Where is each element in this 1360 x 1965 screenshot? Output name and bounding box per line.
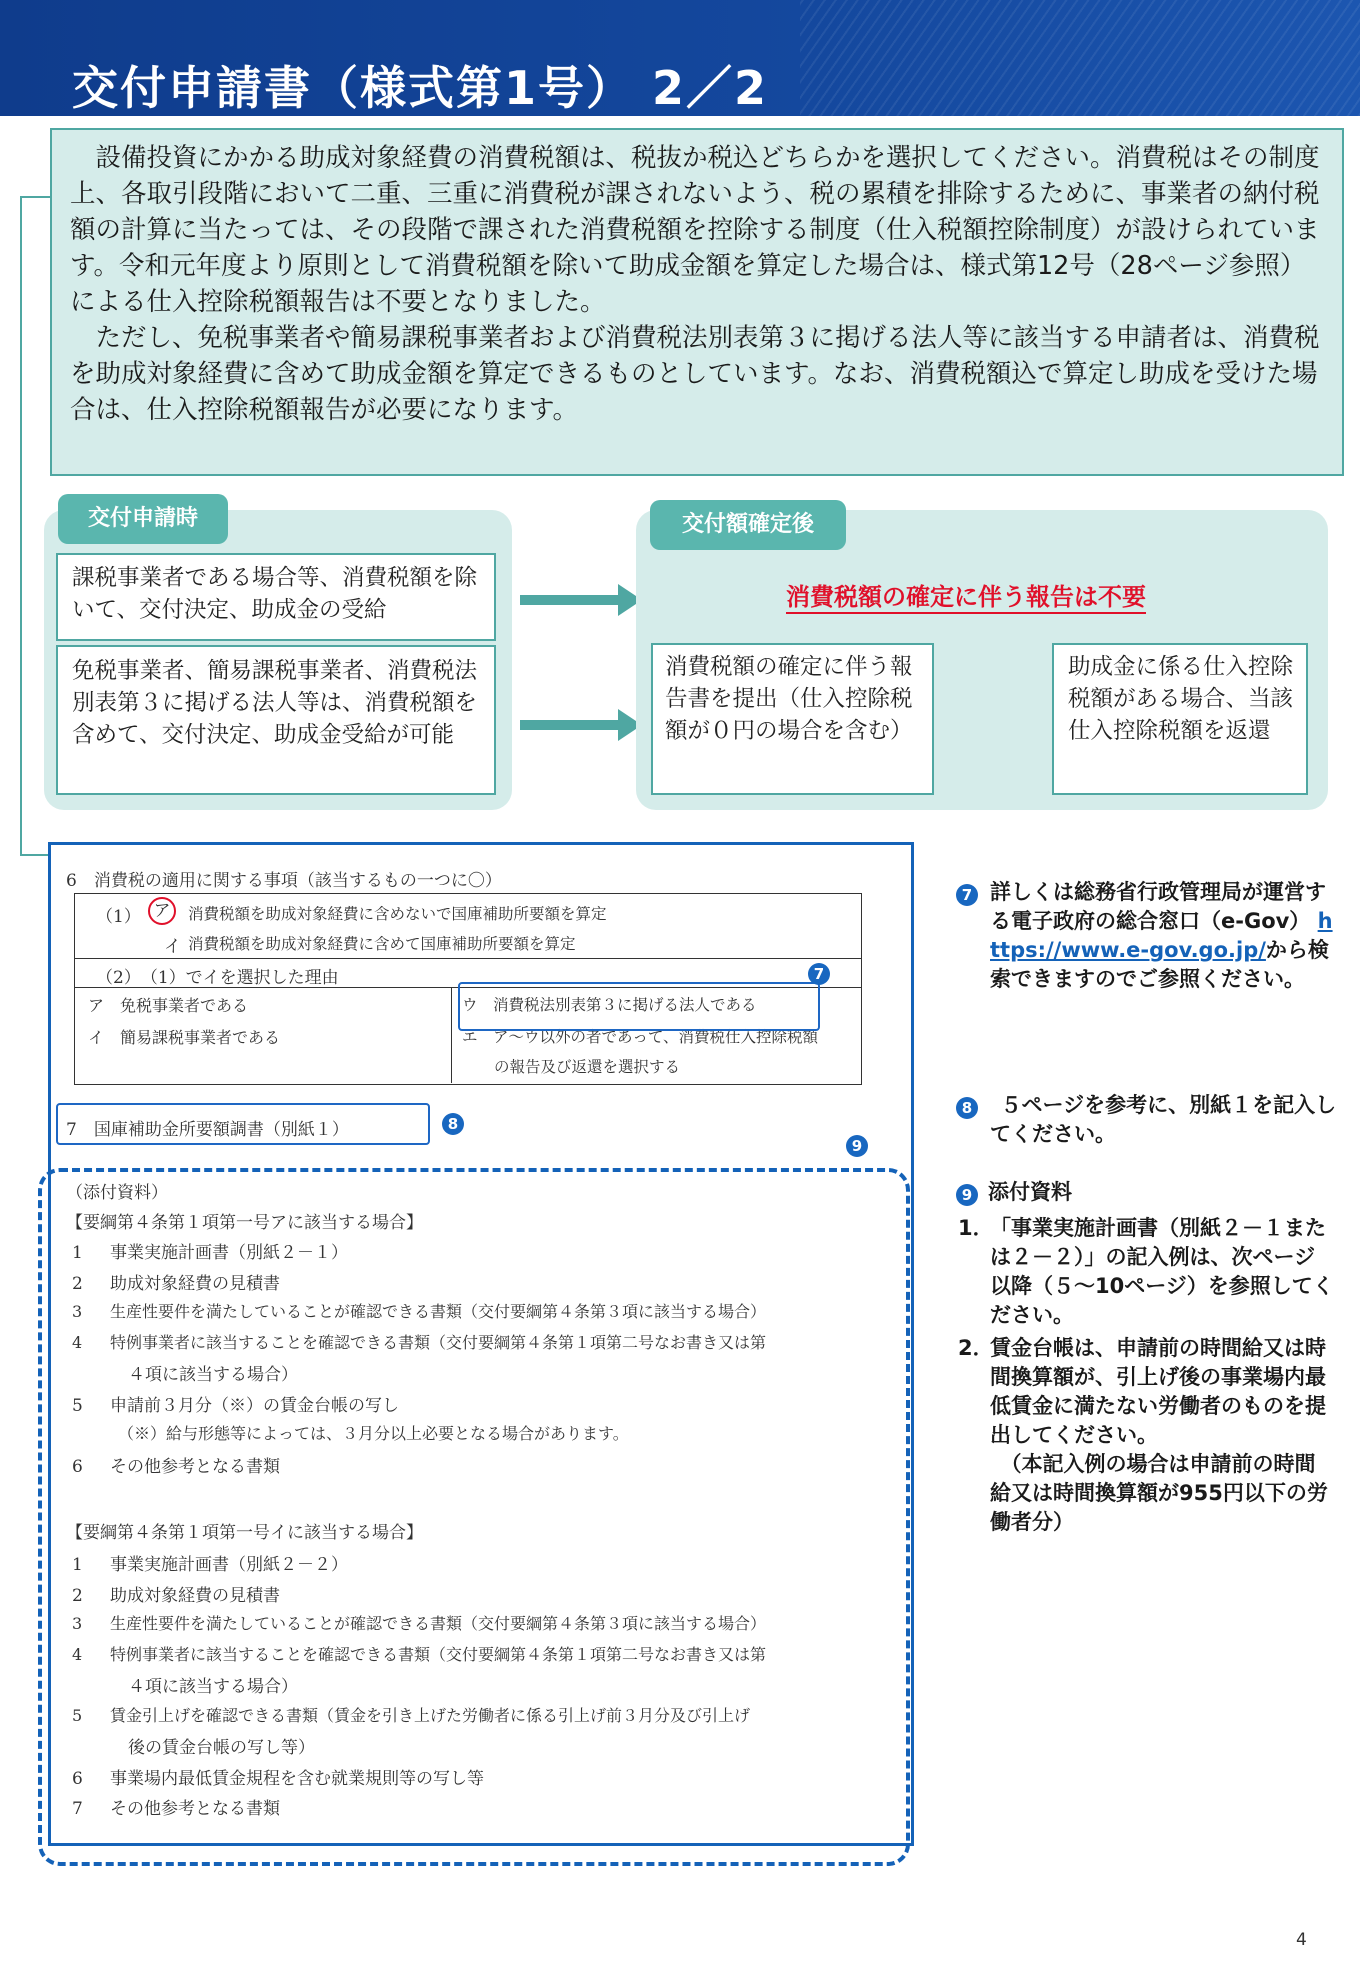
reason-i: イ 簡易課税事業者である [88, 1028, 281, 1047]
application-tag: 交付申請時 [58, 494, 228, 544]
arrow-right-icon [520, 595, 620, 605]
list-item: 2 助成対象経費の見積書 [72, 1273, 280, 1294]
page-title: 交付申請書（様式第1号） 2／2 [72, 61, 769, 115]
table-divider [74, 958, 862, 959]
list-item: 4 特例事業者に該当することを確認できる書類（交付要綱第４条第１項第二号なお書き又は第 [72, 1332, 767, 1352]
group-b-title: 【要綱第４条第１項第一号イに該当する場合】 [66, 1523, 423, 1543]
note9-item2-paren: （本記入例の場合は申請前の時間給又は時間換算額が955円以下の労働者分） [990, 1452, 1328, 1534]
note7-marker: 7 [956, 884, 978, 906]
row1-number: （1） [96, 907, 141, 927]
list-item: ４項に該当する場合） [128, 1677, 298, 1697]
note9-item1-text: 「事業実施計画書（別紙２－１または２－２）」の記入例は、次ページ以降（５～10ページ）を参照してください。 [990, 1216, 1334, 1327]
exempt-box: 免税事業者、簡易課税事業者、消費税法別表第３に掲げる法人等は、消費税額を含めて、交付決定、助成金受給が可能 [56, 645, 496, 795]
taxable-box: 課税事業者である場合等、消費税額を除いて、交付決定、助成金の受給 [56, 553, 496, 641]
note9-item2-text: 賃金台帳は、申請前の時間給又は時間換算額が、引上げ後の事業場内最低賃金に満たない労働者のものを提出してください。 [990, 1336, 1326, 1447]
attachments-title: （添付資料） [66, 1183, 168, 1203]
group-a-list [66, 1238, 766, 1482]
highlight-reason-u [458, 982, 820, 1031]
note7-tail: から検索できますのでご参照ください。 [990, 938, 1329, 991]
list-item: 6 その他参考となる書類 [72, 1456, 280, 1477]
item6-heading: 6 消費税の適用に関する事項（該当するもの一つに〇） [66, 871, 502, 891]
confirmation-tag: 交付額確定後 [650, 500, 846, 550]
note8-text: ５ページを参考に、別紙１を記入してください。 [990, 1093, 1337, 1146]
note9-marker: 9 [956, 1184, 978, 1206]
page-number: 4 [1296, 1930, 1307, 1950]
arrow-right-icon [520, 720, 620, 730]
note9-item2 [990, 1334, 1336, 1537]
list-item: 3 生産性要件を満たしていることが確認できる書類（交付要綱第４条第３項に該当する場合） [72, 1302, 767, 1321]
intro-paragraph-2: ただし、免税事業者や簡易課税事業者および消費税法別表第３に掲げる法人等に該当する申請者は、消費税を助成対象経費に含めて助成金額を算定できるものとしています。なお、消費税額込で算定し助成を受けた場合は、仕入控除税額報告が必要になります。 [70, 323, 1320, 425]
option-i-text: 消費税額を助成対象経費に含めて国庫補助所要額を算定 [188, 935, 576, 953]
row2-label: （2） （1）でイを選択した理由 [96, 968, 339, 988]
list-item: 5 賃金引上げを確認できる書類（賃金を引き上げた労働者に係る引上げ前３月分及び引上げ [72, 1705, 751, 1725]
note7 [990, 878, 1336, 994]
reason-a: ア 免税事業者である [88, 996, 249, 1015]
page-header [0, 0, 1360, 116]
header-pattern [800, 0, 1360, 116]
item7-text: 7 国庫補助金所要額調書（別紙１） [66, 1120, 349, 1140]
list-item: 3 生産性要件を満たしていることが確認できる書類（交付要綱第４条第３項に該当する場合） [72, 1614, 767, 1633]
reason-u: ウ 消費税法別表第３に掲げる法人である [462, 996, 757, 1014]
list-item: 4 特例事業者に該当することを確認できる書類（交付要綱第４条第１項第二号なお書き又は第 [72, 1644, 767, 1664]
intro-box [50, 128, 1344, 476]
note9-item1-number: 1． [958, 1216, 994, 1240]
list-item: ４項に該当する場合） [128, 1365, 298, 1385]
table-divider [451, 987, 452, 1083]
option-a-text: 消費税額を助成対象経費に含めないで国庫補助所要額を算定 [188, 905, 607, 923]
list-item: 1 事業実施計画書（別紙２－２） [72, 1555, 348, 1575]
egov-link[interactable]: https://www.e-gov.go.jp/ [990, 909, 1333, 962]
marker-9: 9 [846, 1135, 868, 1157]
marker-7: 7 [808, 963, 830, 985]
refund-box: 助成金に係る仕入控除税額がある場合、当該仕入控除税額を返還 [1052, 643, 1308, 795]
option-i-mark: イ [164, 937, 181, 957]
no-report-notice: 消費税額の確定に伴う報告は不要 [786, 582, 1146, 614]
group-a-title: 【要綱第４条第１項第一号アに該当する場合】 [66, 1213, 423, 1233]
list-item: 6 事業場内最低賃金規程を含む就業規則等の写し等 [72, 1768, 484, 1789]
reason-e-line1: エ ア～ウ以外の者であって、消費税仕入控除税額 [462, 1028, 819, 1046]
list-item: 5 申請前３月分（※）の賃金台帳の写し [72, 1395, 399, 1416]
note7-text: 詳しくは総務省行政管理局が運営する電子政府の総合窓口（e-Gov） [990, 880, 1326, 933]
list-item: 後の賃金台帳の写し等） [128, 1738, 315, 1758]
reason-e-line2: の報告及び返還を選択する [494, 1058, 681, 1076]
list-item: 1 事業実施計画書（別紙２－１） [72, 1243, 348, 1263]
report-box: 消費税額の確定に伴う報告書を提出（仕入控除税額が０円の場合を含む） [651, 643, 934, 795]
option-a-mark: ア [148, 897, 176, 925]
note8-marker: 8 [956, 1097, 978, 1119]
list-item: （※）給与形態等によっては、３月分以上必要となる場合があります。 [118, 1424, 629, 1443]
intro-paragraph-1: 設備投資にかかる助成対象経費の消費税額は、税抜か税込どちらかを選択してください。消費税はその制度上、各取引段階において二重、三重に消費税が課されないよう、税の累積を排除するために、事業者の納付税額の計算に当たっては、その段階で課された消費税額を控除する制度（仕入税額控除制度）が設けられています。令和元年度より原則として消費税額を除いて助成金額を算定した場合は、様式第12号（28ページ参照）による仕入控除税額報告は不要となりました。 [70, 143, 1320, 317]
group-b-list [66, 1550, 766, 1825]
list-item: 2 助成対象経費の見積書 [72, 1585, 280, 1606]
list-item: 7 その他参考となる書類 [72, 1799, 280, 1819]
note9-title: 添付資料 [988, 1180, 1072, 1204]
note9-item2-number: 2． [958, 1336, 994, 1360]
marker-8: 8 [442, 1113, 464, 1135]
